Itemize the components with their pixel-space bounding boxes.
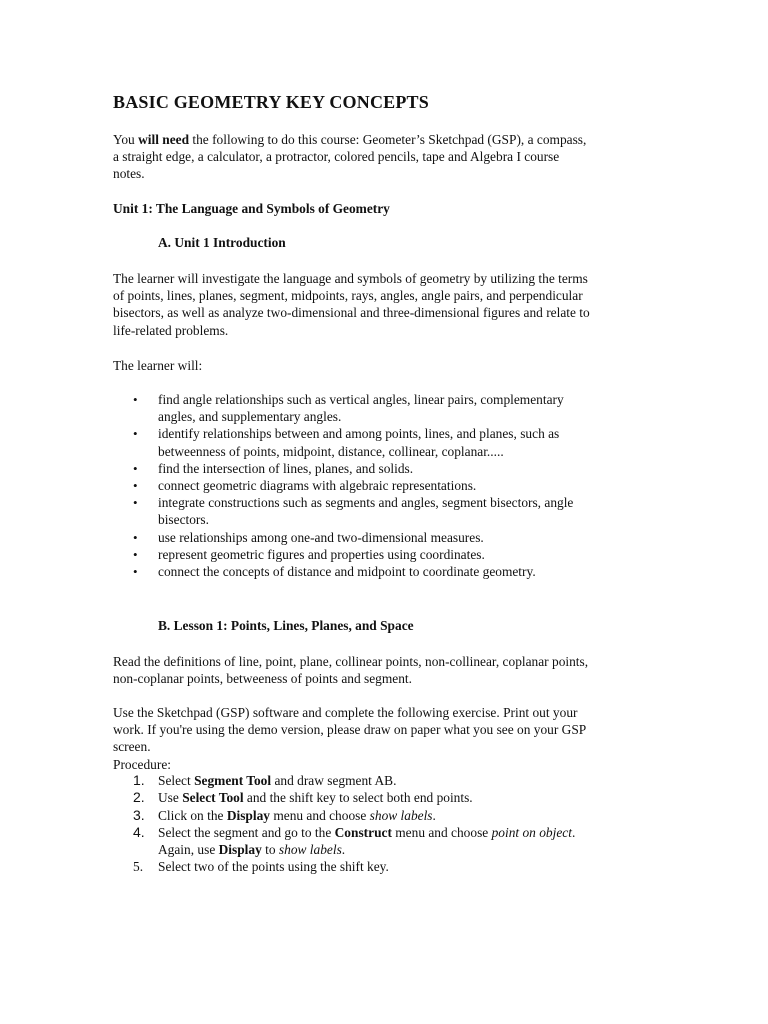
step-number: 1. [133, 772, 145, 788]
step-item [133, 858, 575, 875]
step-text: and the shift key to select both end points. [243, 790, 473, 806]
step-menu-name: Construct [334, 824, 392, 840]
use-sketchpad-line: work. If you're using the demo version, please draw on paper what you see on your GSP [113, 722, 587, 738]
intro-pre: You [113, 132, 139, 147]
unit-intro-line: bisectors, as well as analyze two-dimensional and three-dimensional figures and relate to [113, 305, 590, 321]
read-definitions-line: Read the definitions of line, point, plane, collinear points, non-collinear, coplanar points, [113, 654, 589, 669]
bullet-icon: • [133, 495, 138, 511]
step-menu-name: Display [218, 842, 262, 858]
section-b-heading: B. Lesson 1: Points, Lines, Planes, and Space [158, 618, 414, 633]
intro-post: the following to do this course: Geometer’s Sketchpad (GSP), a compass, [189, 132, 587, 147]
list-item-text: find angle relationships such as vertical angles, linear pairs, complementary [158, 392, 564, 407]
step-text: . [571, 824, 576, 840]
use-sketchpad-paragraph [113, 704, 673, 773]
list-item [133, 546, 573, 563]
list-item [133, 529, 573, 546]
intro-line-1 [113, 131, 673, 148]
procedure-steps [133, 772, 575, 876]
step-tool-name: Segment Tool [194, 773, 272, 788]
read-definitions-line: non-coplanar points, betweeness of points and segment. [113, 671, 412, 687]
step-item [133, 824, 575, 859]
list-item-text: find the intersection of lines, planes, and solids. [158, 460, 414, 476]
use-sketchpad-line: screen. [113, 739, 151, 755]
step-tool-name: Select Tool [182, 790, 244, 806]
step-text: . [432, 807, 436, 823]
unit-intro-line: The learner will investigate the language and symbols of geometry by utilizing the terms [113, 271, 588, 286]
list-item [133, 425, 573, 459]
document-title: BASIC GEOMETRY KEY CONCEPTS [113, 92, 429, 112]
step-text: Again, use [158, 842, 219, 858]
step-text: Select [158, 773, 195, 788]
list-item-text: connect the concepts of distance and midpoint to coordinate geometry. [158, 564, 536, 580]
intro-line-3: notes. [113, 166, 145, 182]
list-item-text: bisectors. [158, 512, 209, 528]
unit-intro-line: of points, lines, planes, segment, midpoints, rays, angles, angle pairs, and perpendicular [113, 288, 583, 304]
step-number: 4. [133, 823, 145, 840]
read-definitions-paragraph [113, 653, 673, 687]
section-a-heading: A. Unit 1 Introduction [158, 235, 286, 250]
list-item [133, 460, 573, 477]
step-text: Select two of the points using the shift key. [158, 859, 389, 875]
step-text: and draw segment AB. [271, 773, 397, 788]
step-text: . [341, 842, 346, 858]
list-item-text: integrate constructions such as segments and angles, segment bisectors, angle [158, 495, 574, 511]
list-item [133, 563, 573, 580]
intro-line-2: a straight edge, a calculator, a protractor, colored pencils, tape and Algebra I course [113, 149, 560, 165]
list-item [133, 494, 573, 528]
bullet-icon: • [133, 460, 138, 476]
step-number: 2. [133, 789, 145, 806]
step-menu-name: Display [226, 807, 270, 823]
list-item-text: represent geometric figures and properties using coordinates. [158, 546, 485, 562]
bullet-icon: • [133, 478, 138, 494]
list-item-text: betweenness of points, midpoint, distance, collinear, coplanar..... [158, 443, 504, 459]
unit-heading: Unit 1: The Language and Symbols of Geometry [113, 201, 390, 216]
step-text: Select the segment and go to the [158, 824, 335, 840]
list-item-text: angles, and supplementary angles. [158, 409, 342, 425]
unit-intro-line: life-related problems. [113, 322, 229, 338]
step-item [133, 807, 575, 824]
step-option-name: point on object [491, 824, 572, 840]
step-number: 5. [133, 859, 144, 875]
bullet-icon: • [133, 426, 138, 442]
step-text: Use [158, 790, 183, 806]
objectives-list [133, 391, 573, 580]
list-item-text: use relationships among one-and two-dimensional measures. [158, 529, 484, 545]
list-item-text: connect geometric diagrams with algebraic representations. [158, 478, 477, 494]
step-text: menu and choose [269, 807, 370, 823]
list-item [133, 477, 573, 494]
step-item [133, 789, 575, 806]
intro-paragraph [113, 131, 673, 183]
unit-intro-paragraph [113, 270, 673, 339]
list-item [133, 391, 573, 425]
learner-will-text: The learner will: [113, 358, 203, 373]
use-sketchpad-line: Use the Sketchpad (GSP) software and complete the following exercise. Print out your [113, 705, 578, 720]
step-item [133, 772, 575, 789]
step-number: 3. [133, 806, 145, 823]
list-item-text: identify relationships between and among points, lines, and planes, such as [158, 426, 560, 442]
learner-will-label [113, 357, 673, 374]
bullet-icon: • [133, 564, 138, 580]
step-text: menu and choose [391, 824, 492, 840]
step-option-name: show labels [278, 842, 342, 858]
bullet-icon: • [133, 546, 138, 562]
procedure-label: Procedure: [113, 756, 172, 772]
step-text: Click on the [158, 807, 227, 823]
bullet-icon: • [133, 529, 138, 545]
step-text: to [261, 842, 279, 858]
bullet-icon: • [133, 392, 138, 407]
intro-bold: will need [138, 132, 190, 147]
step-option-name: show labels [369, 807, 433, 823]
